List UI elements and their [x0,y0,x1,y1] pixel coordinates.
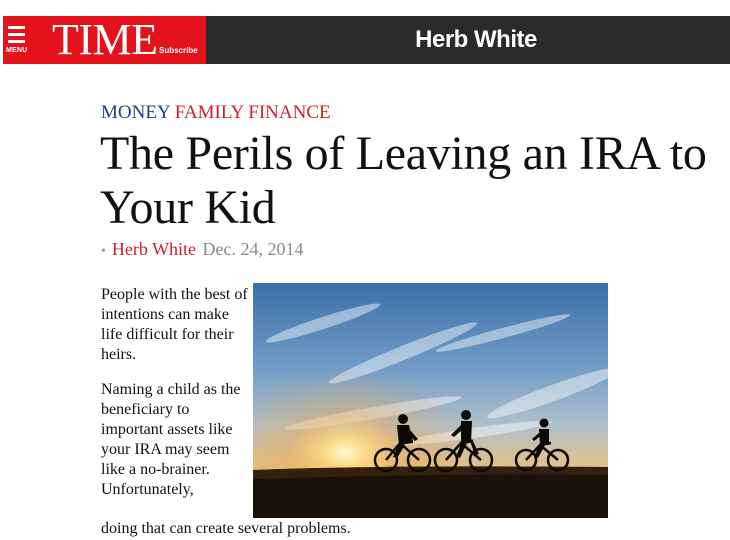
article-paragraph: doing that can create several problems. [101,520,351,537]
byline [101,239,304,262]
section-kicker [101,102,331,124]
hamburger-icon [8,26,25,29]
byline-author-link[interactable]: Herb White [111,239,197,259]
article-paragraph: Naming a child as the beneficiary to important assets like your IRA may seem like a no-brainer. Unfortunately, [101,381,241,498]
header-author-name: Herb White [415,26,537,53]
article-paragraph: People with the best of intentions can make life difficult for their heirs. [101,286,248,363]
menu-label: MENU [6,47,28,54]
site-header [3,16,730,64]
section-link-money[interactable]: MONEY [101,102,170,123]
bullet-icon: • [101,244,106,259]
brand-block [3,16,206,64]
article-hero-image [253,283,608,518]
publish-date: Dec. 24, 2014 [202,239,304,259]
time-logo[interactable]: TIME [52,15,158,64]
menu-button[interactable] [6,23,30,59]
section-link-family-finance[interactable]: FAMILY FINANCE [174,102,331,123]
article-headline: The Perils of Leaving an IRA to Your Kid [100,127,707,234]
photo-family-bicycles-sunset-icon [253,283,608,518]
subscribe-link[interactable]: Subscribe [159,46,198,55]
